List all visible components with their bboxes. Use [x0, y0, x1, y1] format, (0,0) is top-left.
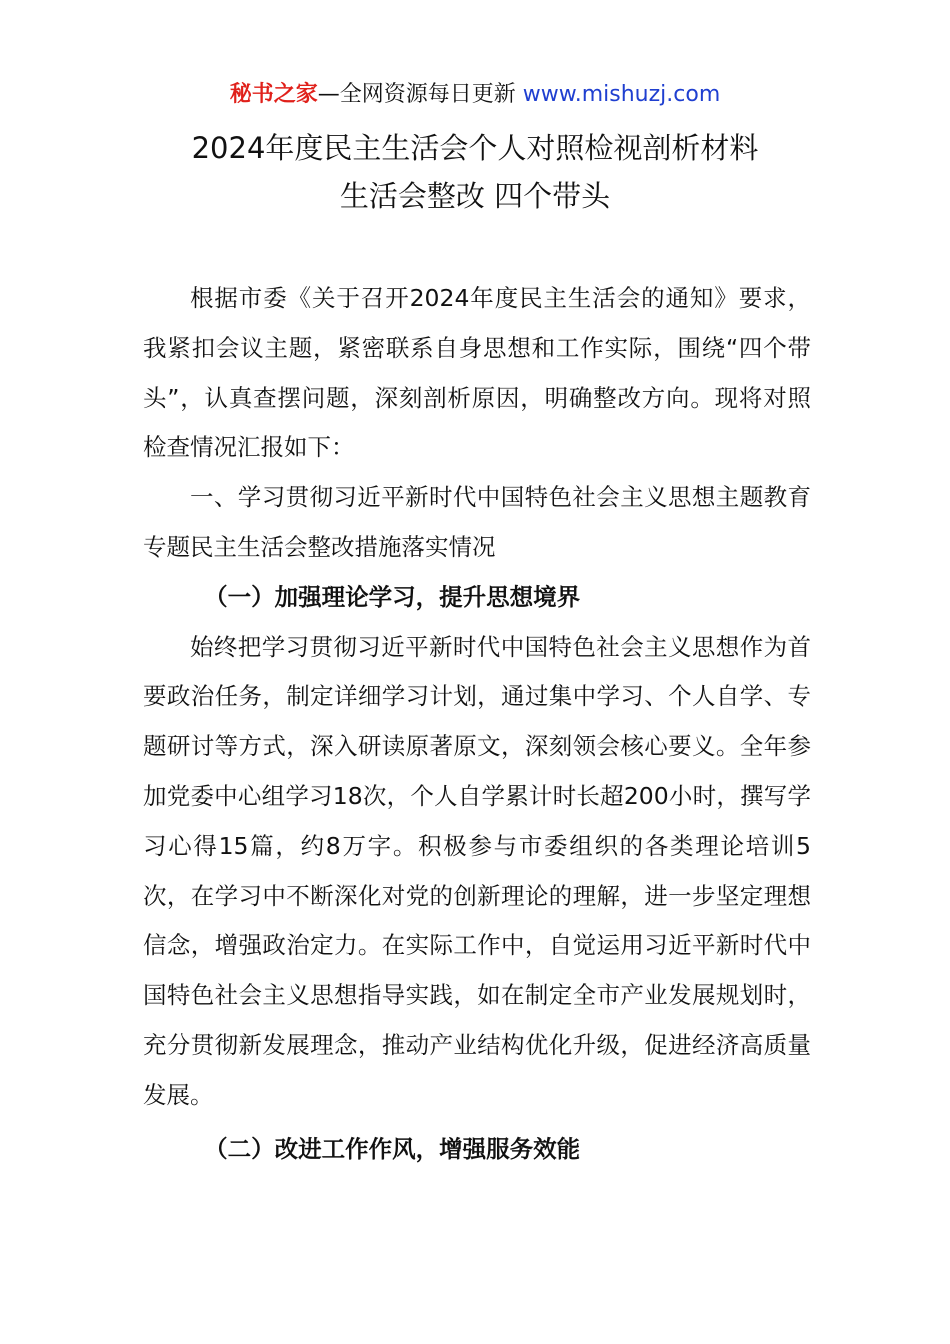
subsection-heading: （二）改进工作作风，增强服务效能	[204, 1134, 581, 1163]
site-header	[0, 80, 950, 110]
document-body	[143, 274, 811, 1174]
site-url-link[interactable]: www.mishuzj.com	[522, 82, 721, 107]
brand-name: 秘书之家	[229, 82, 318, 107]
section-heading: 一、学习贯彻习近平新时代中国特色社会主义思想主题教育专题民主生活会整改措施落实情况	[143, 483, 811, 561]
document-title: 2024年度民主生活会个人对照检视剖析材料	[191, 131, 759, 165]
document-subtitle: 生活会整改 四个带头	[339, 179, 611, 213]
intro-paragraph: 根据市委《关于召开2024年度民主生活会的通知》要求，我紧扣会议主题，紧密联系自身思想和工作实际，围绕“四个带头”，认真查摆问题，深刻剖析原因，明确整改方向。现将对照检查情况汇报如下：	[143, 284, 811, 462]
subsection-heading: （一）加强理论学习，提升思想境界	[204, 582, 581, 611]
body-paragraph: 始终把学习贯彻习近平新时代中国特色社会主义思想作为首要政治任务，制定详细学习计划，通过集中学习、个人自学、专题研讨等方式，深入研读原著原文，深刻领会核心要义。全年参加党委中心组学习18次，个人自学累计时长超200小时，撰写学习心得15篇，约8万字。积极参与市委组织的各类理论培训5次，在学习中不断深化对党的创新理论的理解，进一步坚定理想信念，增强政治定力。在实际工作中，自觉运用习近平新时代中国特色社会主义思想指导实践，如在制定全市产业发展规划时，充分贯彻新发展理念，推动产业结构优化升级，促进经济高质量发展。	[143, 632, 811, 1109]
header-tagline: —全网资源每日更新	[317, 82, 516, 107]
